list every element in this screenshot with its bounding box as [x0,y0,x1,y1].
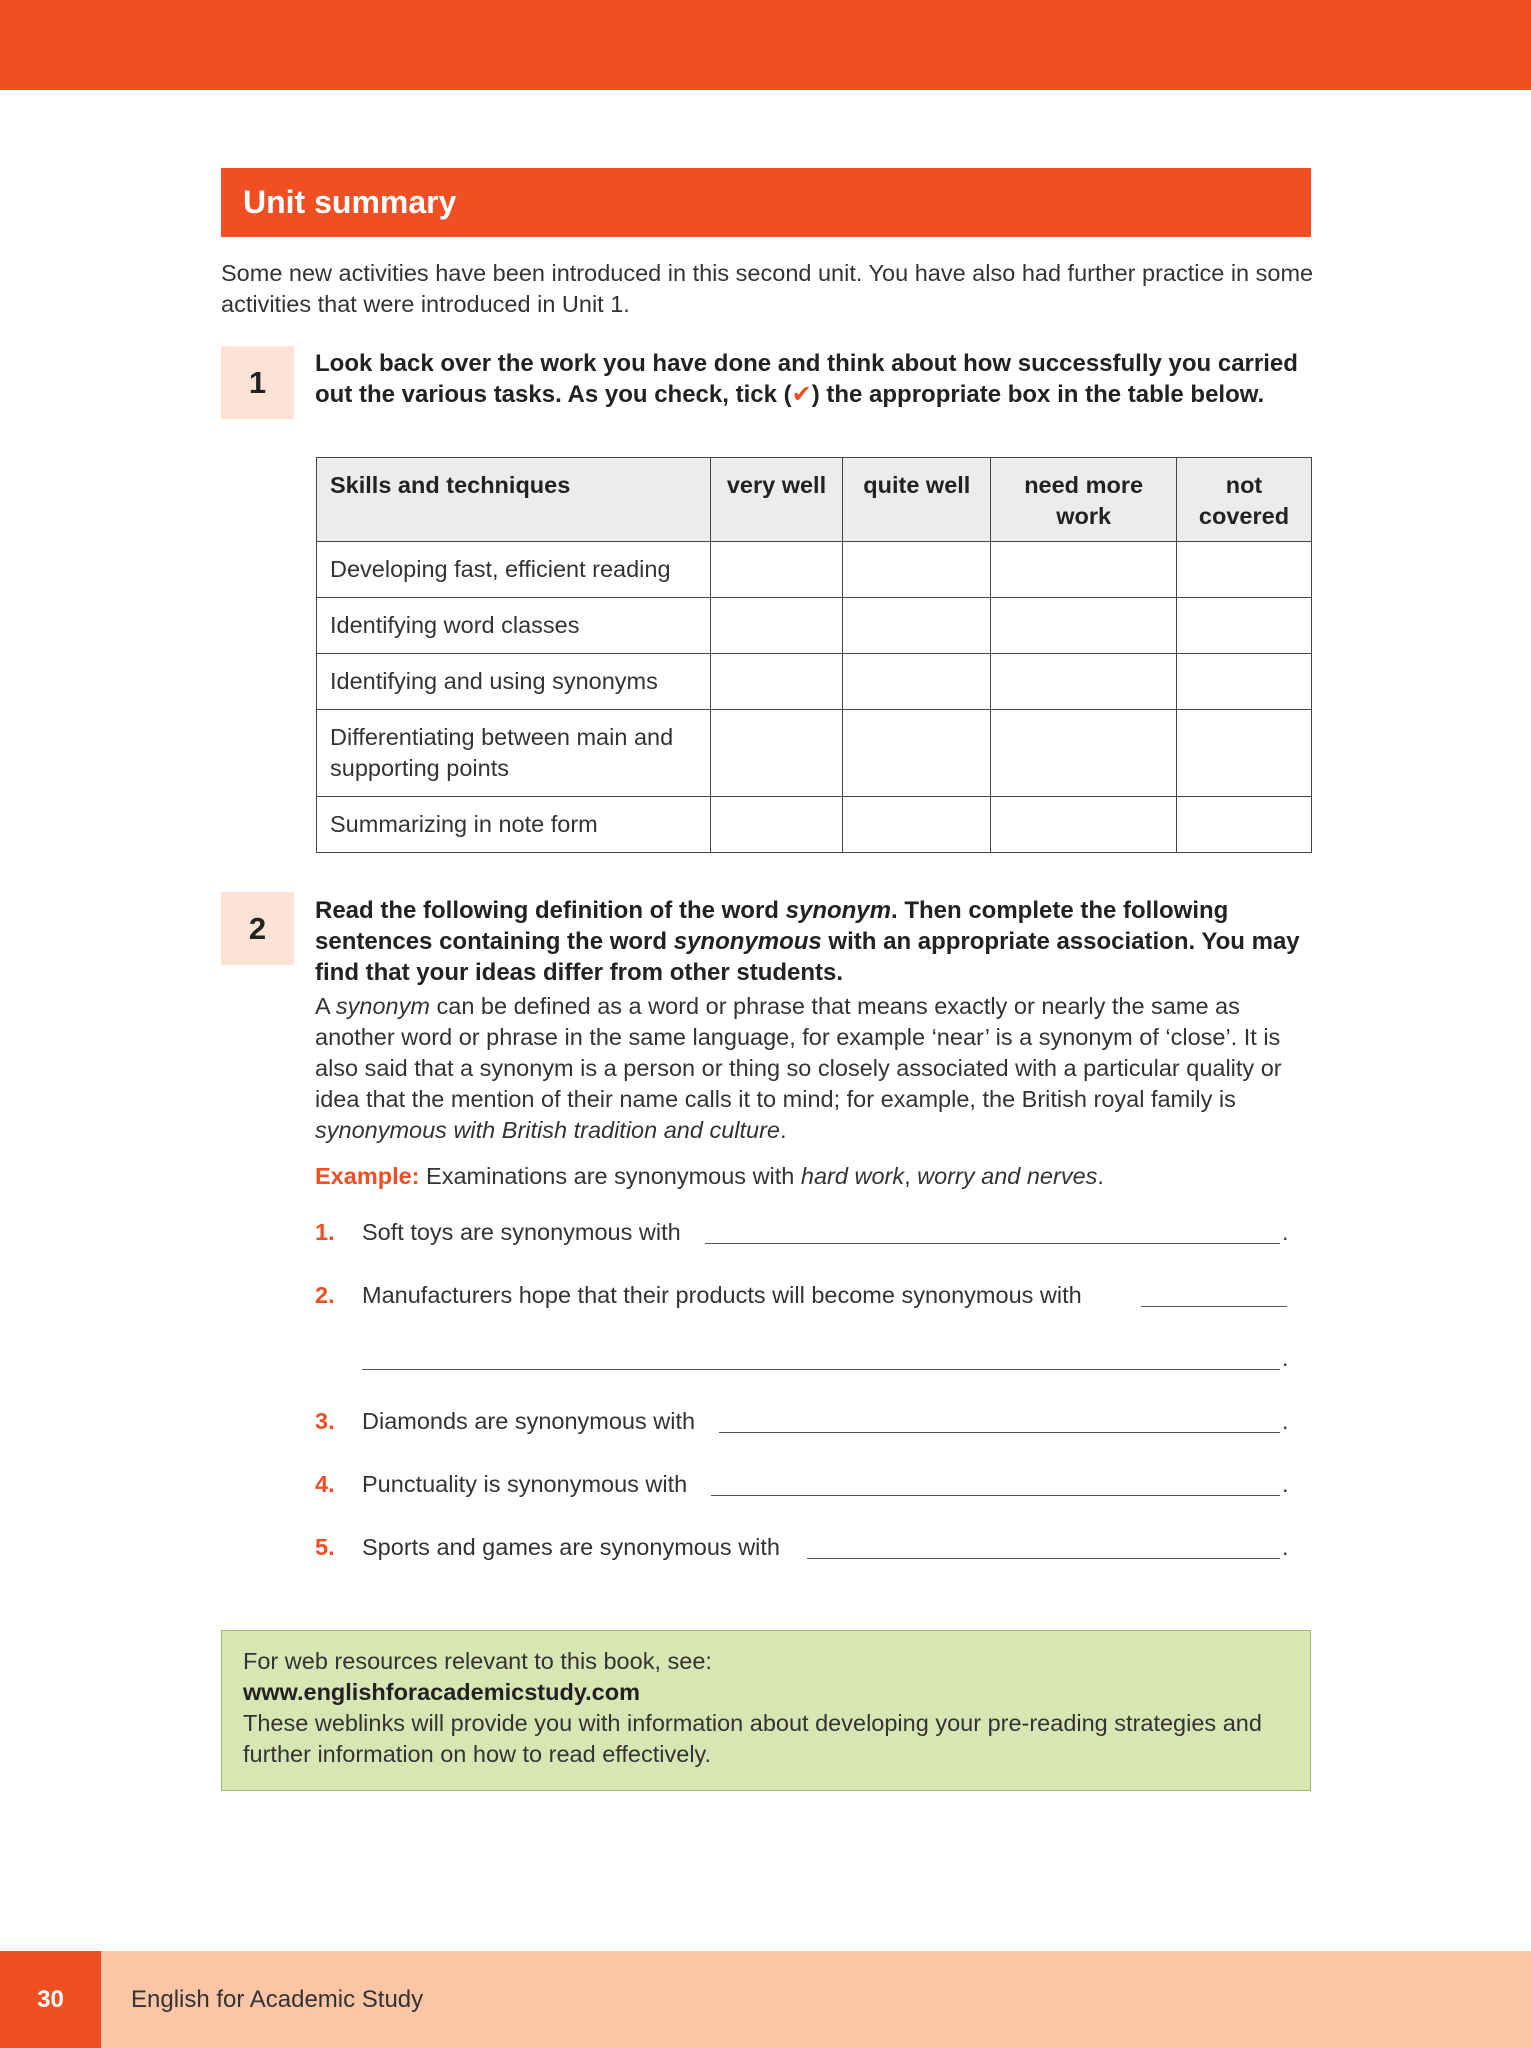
table-row [317,710,1312,797]
web-resources-intro: For web resources relevant to this book, see: [243,1648,712,1674]
tick-box[interactable] [710,797,843,853]
example-label: Example: [315,1163,420,1189]
tick-box[interactable] [991,654,1177,710]
example-text: Examinations are synonymous with [419,1163,801,1189]
instruction-text: Look back over the work you have done and think about how successfully you carried out the various tasks. As you check, tick ( [315,350,1298,408]
list-item [315,1280,1290,1311]
tick-box[interactable] [1177,598,1312,654]
item-number: 5. [315,1534,335,1560]
item-text: Soft toys are synonymous with [362,1219,681,1245]
skill-cell: Differentiating between main and supporting points [317,710,711,797]
answer-line[interactable] [719,1432,1280,1433]
header-need-more-work: need more work [991,458,1177,542]
header-skills: Skills and techniques [317,458,711,542]
tick-box[interactable] [843,654,991,710]
web-resources-box [221,1630,1311,1791]
tick-box[interactable] [1177,710,1312,797]
task-1-instruction [315,348,1315,410]
end-mark: . [1282,1408,1289,1434]
end-mark: . [1282,1219,1289,1245]
tick-icon: ✔ [791,381,812,408]
instruction-text: ) the appropriate box in the table below. [811,381,1265,408]
definition-text: . [780,1117,787,1143]
task-2-number: 2 [221,892,294,965]
example-line [315,1161,1104,1192]
skill-cell: Summarizing in note form [317,797,711,853]
item-number: 2. [315,1282,335,1308]
end-mark: . [1282,1345,1289,1371]
page-number: 30 [0,1951,101,2048]
example-answer: worry and nerves [917,1163,1098,1189]
item-text: Manufacturers hope that their products will become synonymous with [362,1282,1082,1308]
table-row [317,797,1312,853]
tick-box[interactable] [1177,654,1312,710]
definition-text: A [315,993,336,1019]
top-band [0,0,1531,90]
answer-line[interactable] [705,1243,1280,1244]
end-mark: . [1282,1471,1289,1497]
table-header-row [317,458,1312,542]
tick-box[interactable] [991,710,1177,797]
list-item [315,1217,1290,1248]
answer-line[interactable] [1141,1306,1287,1307]
tick-box[interactable] [1177,542,1312,598]
example-answer: hard work [800,1163,905,1189]
book-title: English for Academic Study [131,1986,424,2013]
tick-box[interactable] [710,710,843,797]
web-resources-description: These weblinks will provide you with information about developing your pre-reading strategies and further information on how to read effectively. [243,1710,1262,1767]
item-text: Diamonds are synonymous with [362,1408,696,1434]
tick-box[interactable] [991,797,1177,853]
tick-box[interactable] [710,598,843,654]
header-very-well: very well [710,458,843,542]
definition-example: synonymous with British tradition and culture [315,1117,780,1143]
tick-box[interactable] [991,598,1177,654]
answer-line[interactable] [711,1495,1280,1496]
web-resources-link[interactable]: www.englishforacademicstudy.com [243,1679,640,1705]
example-text: , [904,1163,918,1189]
table-row [317,598,1312,654]
tick-box[interactable] [843,542,991,598]
tick-box[interactable] [843,710,991,797]
tick-box[interactable] [843,598,991,654]
skill-cell: Developing fast, efficient reading [317,542,711,598]
list-item [315,1406,1290,1437]
instruction-term: synonymous [673,928,822,955]
item-text: Sports and games are synonymous with [362,1534,780,1560]
item-number: 4. [315,1471,335,1497]
tick-box[interactable] [1177,797,1312,853]
instruction-text: Read the following definition of the word [315,897,786,924]
table-row [317,542,1312,598]
table-row [317,654,1312,710]
intro-paragraph: Some new activities have been introduced in this second unit. You have also had further practice in some activities that were introduced in Unit 1. [221,260,1314,317]
list-item [315,1532,1290,1563]
task-2-instruction [315,895,1315,988]
skills-table [316,457,1312,853]
tick-box[interactable] [843,797,991,853]
answer-line[interactable] [362,1369,1280,1370]
item-number: 3. [315,1408,335,1434]
header-not-covered: not covered [1177,458,1312,542]
task-1-number: 1 [221,346,294,419]
tick-box[interactable] [710,542,843,598]
tick-box[interactable] [991,542,1177,598]
answer-line[interactable] [807,1558,1280,1559]
example-text: . [1097,1163,1104,1189]
definition-text: can be defined as a word or phrase that means exactly or nearly the same as another word or phrase in the same language, for example ‘near’ is a synonym of ‘close’. It is also said that a synonym is a person or thing so closely associated with a particular quality or idea that the mention of their name calls it to mind; for example, the British royal family is [315,993,1282,1112]
item-text: Punctuality is synonymous with [362,1471,688,1497]
definition-paragraph [315,991,1315,1146]
skill-cell: Identifying and using synonyms [317,654,711,710]
list-item [315,1469,1290,1500]
item-number: 1. [315,1219,335,1245]
instruction-text: . Then complete the following sentences containing the word [315,897,1229,955]
tick-box[interactable] [710,654,843,710]
definition-term: synonym [335,993,430,1019]
skill-cell: Identifying word classes [317,598,711,654]
header-quite-well: quite well [843,458,991,542]
end-mark: . [1282,1534,1289,1560]
instruction-term: synonym [785,897,891,924]
section-title: Unit summary [221,168,1311,237]
instruction-text: with an appropriate association. You may find that your ideas differ from other students. [315,928,1300,986]
list-item-continuation [315,1343,1290,1374]
